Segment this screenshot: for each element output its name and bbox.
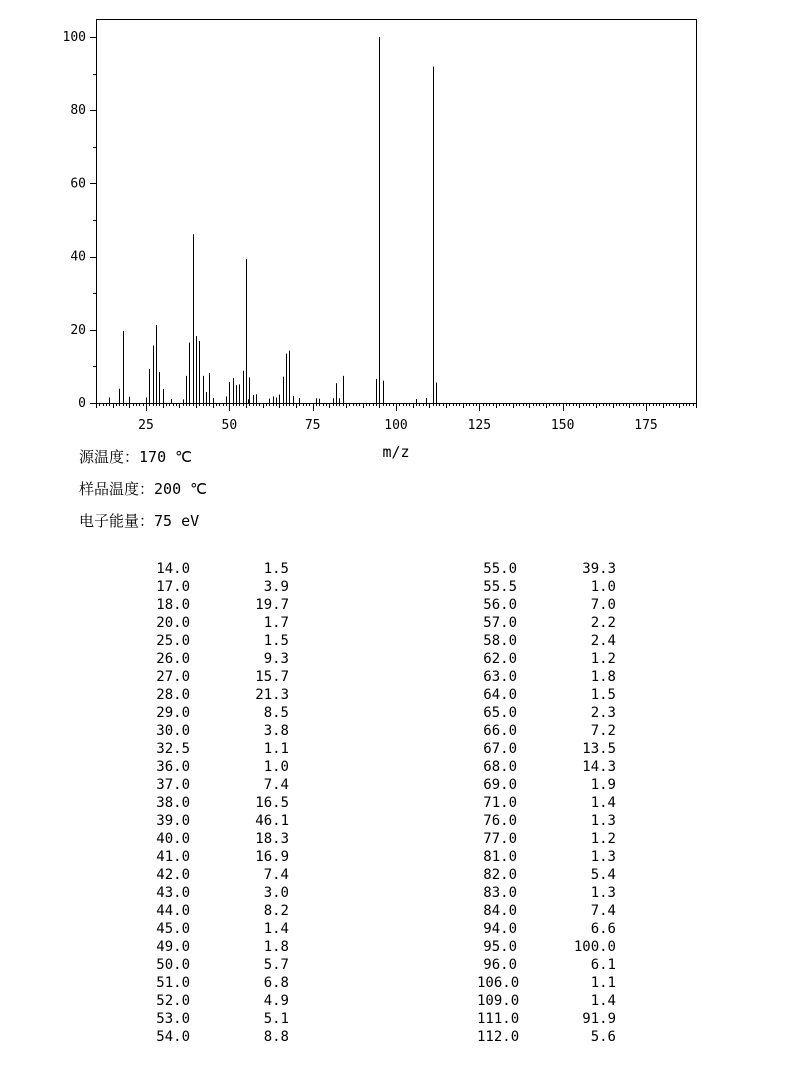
- abundance-value: 5.4: [590, 867, 616, 883]
- table-row: [150, 614, 289, 632]
- y-tick-label: 100: [62, 30, 86, 45]
- abundance-value: 1.3: [590, 885, 616, 901]
- abundance-value: 6.1: [590, 957, 616, 973]
- abundance-value: 18.3: [255, 831, 289, 847]
- mz-value: 56.0: [483, 597, 517, 613]
- abundance-value: 1.1: [590, 975, 616, 991]
- mz-value: 65.0: [483, 705, 517, 721]
- mz-value: 109.0: [477, 993, 520, 1009]
- mz-value: 66.0: [483, 723, 517, 739]
- abundance-value: 19.7: [255, 597, 289, 613]
- table-row: [477, 740, 616, 758]
- table-row: [150, 1010, 289, 1028]
- mz-value: 28.0: [156, 687, 190, 703]
- abundance-value: 5.7: [263, 957, 289, 973]
- abundance-value: 1.3: [590, 849, 616, 865]
- table-row: [150, 758, 289, 776]
- mz-value: 77.0: [483, 831, 517, 847]
- mz-value: 112.0: [477, 1029, 520, 1045]
- table-row: [477, 812, 616, 830]
- plot-frame: [97, 20, 697, 404]
- mz-value: 17.0: [156, 579, 190, 595]
- abundance-value: 1.0: [263, 759, 289, 775]
- x-tick-label: 25: [138, 418, 154, 433]
- mz-value: 58.0: [483, 633, 517, 649]
- mz-value: 69.0: [483, 777, 517, 793]
- source-temp-value: 170 ℃: [139, 448, 192, 466]
- abundance-value: 7.4: [263, 777, 289, 793]
- mz-value: 62.0: [483, 651, 517, 667]
- table-row: [150, 704, 289, 722]
- table-row: [477, 974, 616, 992]
- source-temp-label: 源温度：: [79, 448, 140, 466]
- mz-value: 111.0: [477, 1011, 520, 1027]
- table-row: [150, 830, 289, 848]
- mz-value: 63.0: [483, 669, 517, 685]
- mz-value: 51.0: [156, 975, 190, 991]
- abundance-value: 3.9: [263, 579, 289, 595]
- mz-value: 37.0: [156, 777, 190, 793]
- table-row: [150, 866, 289, 884]
- table-row: [477, 902, 616, 920]
- table-row: [150, 686, 289, 704]
- abundance-value: 7.4: [590, 903, 616, 919]
- mz-value: 57.0: [483, 615, 517, 631]
- table-row: [477, 758, 616, 776]
- abundance-value: 1.4: [590, 795, 616, 811]
- abundance-value: 1.2: [590, 831, 616, 847]
- abundance-value: 1.4: [263, 921, 289, 937]
- x-tick-label: 175: [634, 418, 658, 433]
- table-row: [150, 938, 289, 956]
- mz-value: 106.0: [477, 975, 520, 991]
- abundance-value: 16.5: [255, 795, 289, 811]
- table-row: [150, 668, 289, 686]
- abundance-value: 1.9: [590, 777, 616, 793]
- abundance-value: 21.3: [255, 687, 289, 703]
- mz-value: 50.0: [156, 957, 190, 973]
- mz-value: 40.0: [156, 831, 190, 847]
- mz-value: 39.0: [156, 813, 190, 829]
- abundance-value: 9.3: [263, 651, 289, 667]
- mz-value: 52.0: [156, 993, 190, 1009]
- table-row: [477, 776, 616, 794]
- mz-value: 42.0: [156, 867, 190, 883]
- abundance-value: 1.4: [590, 993, 616, 1009]
- table-row: [477, 938, 616, 956]
- table-row: [477, 884, 616, 902]
- mz-value: 71.0: [483, 795, 517, 811]
- electron-energy-value: 75 eV: [154, 512, 200, 530]
- abundance-value: 14.3: [582, 759, 616, 775]
- table-row: [477, 830, 616, 848]
- mz-value: 96.0: [483, 957, 517, 973]
- mass-spectrum-chart: [0, 0, 794, 470]
- table-row: [477, 866, 616, 884]
- abundance-value: 8.5: [263, 705, 289, 721]
- table-row: [477, 848, 616, 866]
- y-tick-label: 0: [78, 396, 86, 411]
- table-row: [150, 956, 289, 974]
- table-row: [150, 650, 289, 668]
- abundance-value: 5.6: [590, 1029, 616, 1045]
- x-tick-label: 150: [550, 418, 575, 433]
- abundance-value: 2.4: [590, 633, 616, 649]
- abundance-value: 1.5: [590, 687, 616, 703]
- mz-value: 64.0: [483, 687, 517, 703]
- table-row: [477, 722, 616, 740]
- abundance-value: 16.9: [255, 849, 289, 865]
- table-row: [477, 578, 616, 596]
- abundance-value: 15.7: [255, 669, 289, 685]
- sample-temperature: [79, 478, 207, 499]
- abundance-value: 1.7: [263, 615, 289, 631]
- abundance-value: 1.2: [590, 651, 616, 667]
- abundance-value: 100.0: [573, 939, 616, 955]
- mz-value: 43.0: [156, 885, 190, 901]
- abundance-value: 8.8: [263, 1029, 289, 1045]
- table-row: [150, 812, 289, 830]
- table-row: [150, 722, 289, 740]
- table-row: [477, 668, 616, 686]
- abundance-value: 2.2: [590, 615, 616, 631]
- mz-value: 26.0: [156, 651, 190, 667]
- x-axis-label: m/z: [382, 443, 410, 461]
- y-axis: [63, 30, 96, 411]
- table-row: [150, 560, 289, 578]
- mz-value: 84.0: [483, 903, 517, 919]
- abundance-value: 7.2: [590, 723, 616, 739]
- table-row: [150, 1028, 289, 1046]
- abundance-value: 6.6: [590, 921, 616, 937]
- mz-value: 20.0: [156, 615, 190, 631]
- abundance-value: 1.5: [263, 633, 289, 649]
- mz-value: 54.0: [156, 1029, 190, 1045]
- abundance-value: 2.3: [590, 705, 616, 721]
- table-row: [477, 686, 616, 704]
- abundance-value: 5.1: [263, 1011, 289, 1027]
- abundance-value: 39.3: [582, 561, 616, 577]
- table-row: [477, 956, 616, 974]
- table-row: [477, 560, 616, 578]
- x-tick-label: 125: [467, 418, 492, 433]
- table-row: [477, 704, 616, 722]
- mz-value: 55.0: [483, 561, 517, 577]
- mz-value: 53.0: [156, 1011, 190, 1027]
- table-row: [150, 848, 289, 866]
- table-row: [477, 614, 616, 632]
- abundance-value: 1.5: [263, 561, 289, 577]
- table-row: [477, 596, 616, 614]
- mz-value: 82.0: [483, 867, 517, 883]
- abundance-value: 1.8: [263, 939, 289, 955]
- abundance-value: 7.0: [590, 597, 616, 613]
- mz-value: 95.0: [483, 939, 517, 955]
- x-tick-label: 75: [304, 418, 321, 433]
- x-tick-label: 100: [384, 418, 408, 433]
- mz-value: 68.0: [483, 759, 517, 775]
- x-axis: [97, 403, 697, 433]
- mz-value: 94.0: [483, 921, 517, 937]
- peak-table-right: [477, 560, 616, 1046]
- table-row: [150, 902, 289, 920]
- table-row: [150, 992, 289, 1010]
- mz-value: 38.0: [156, 795, 190, 811]
- abundance-value: 1.0: [590, 579, 616, 595]
- mz-value: 45.0: [156, 921, 190, 937]
- abundance-value: 46.1: [255, 813, 289, 829]
- table-row: [477, 794, 616, 812]
- source-temperature: [79, 446, 192, 467]
- mz-value: 18.0: [156, 597, 190, 613]
- table-row: [477, 992, 616, 1010]
- electron-energy-label: 电子能量：: [79, 512, 155, 530]
- abundance-value: 1.1: [263, 741, 289, 757]
- table-row: [477, 1028, 616, 1046]
- y-tick-label: 60: [70, 176, 86, 192]
- table-row: [150, 776, 289, 794]
- table-row: [150, 920, 289, 938]
- table-row: [150, 794, 289, 812]
- table-row: [150, 740, 289, 758]
- table-row: [150, 578, 289, 596]
- abundance-value: 3.8: [263, 723, 289, 739]
- mz-value: 30.0: [156, 723, 190, 739]
- mz-value: 25.0: [156, 633, 190, 649]
- mz-value: 41.0: [156, 849, 190, 865]
- mz-value: 67.0: [483, 741, 517, 757]
- abundance-value: 6.8: [263, 975, 289, 991]
- mz-value: 55.5: [483, 579, 517, 595]
- table-row: [150, 974, 289, 992]
- mz-value: 49.0: [156, 939, 190, 955]
- abundance-value: 3.0: [263, 885, 289, 901]
- abundance-value: 8.2: [263, 903, 289, 919]
- table-row: [477, 650, 616, 668]
- table-row: [150, 884, 289, 902]
- table-row: [477, 920, 616, 938]
- table-row: [477, 632, 616, 650]
- abundance-value: 1.8: [590, 669, 616, 685]
- mz-value: 29.0: [156, 705, 190, 721]
- sample-temp-value: 200 ℃: [154, 480, 207, 498]
- x-tick-label: 50: [221, 418, 238, 433]
- peak-series: [110, 37, 437, 403]
- mz-value: 27.0: [156, 669, 190, 685]
- y-tick-label: 80: [70, 103, 86, 119]
- mz-value: 32.5: [156, 741, 190, 757]
- mz-value: 44.0: [156, 903, 190, 919]
- y-tick-label: 40: [70, 249, 86, 265]
- mz-value: 83.0: [483, 885, 517, 901]
- table-row: [150, 596, 289, 614]
- table-row: [150, 632, 289, 650]
- sample-temp-label: 样品温度：: [79, 480, 155, 498]
- abundance-value: 13.5: [582, 741, 616, 757]
- electron-energy: [79, 510, 199, 531]
- table-row: [477, 1010, 616, 1028]
- mz-value: 36.0: [156, 759, 190, 775]
- mz-value: 76.0: [483, 813, 517, 829]
- mz-value: 14.0: [156, 561, 190, 577]
- abundance-value: 4.9: [263, 993, 289, 1009]
- abundance-value: 7.4: [263, 867, 289, 883]
- peak-table-left: [150, 560, 289, 1046]
- mz-value: 81.0: [483, 849, 517, 865]
- y-tick-label: 20: [70, 322, 86, 338]
- abundance-value: 1.3: [590, 813, 616, 829]
- abundance-value: 91.9: [582, 1011, 616, 1027]
